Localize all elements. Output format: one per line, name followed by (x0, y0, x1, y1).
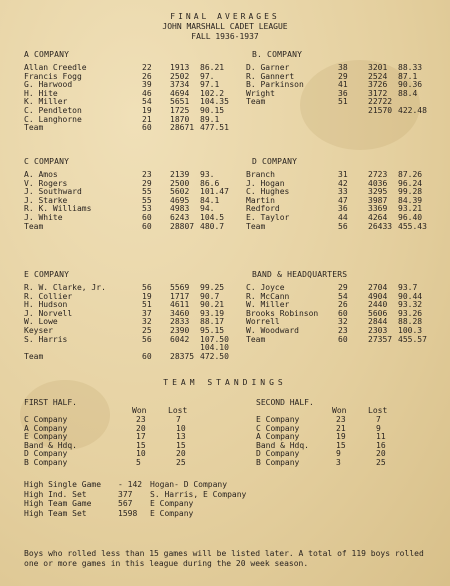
average: 90.7 (200, 291, 220, 301)
table-row (24, 222, 229, 231)
bowler-name: Wright (246, 88, 275, 98)
average: 96.40 (398, 213, 423, 222)
a-company-heading: A COMPANY (24, 50, 70, 59)
games: 44 (338, 213, 348, 222)
bowler-name: J. Hogan (246, 178, 285, 188)
document-title: FINAL AVERAGES (170, 12, 280, 21)
games: 39 (142, 80, 152, 90)
pins: 6042 (170, 334, 190, 344)
bowler-name: Team (24, 351, 44, 361)
average: 90.15 (200, 106, 225, 115)
pins: 2502 (170, 71, 190, 81)
bowler-name: R. McCann (246, 291, 290, 301)
average: 90.21 (200, 300, 225, 310)
pins: 2440 (368, 300, 388, 310)
games: 54 (338, 291, 348, 301)
bowler-name: E. Taylor (246, 213, 290, 222)
average: 480.7 (200, 221, 225, 231)
standings-lost: 7 (176, 415, 181, 424)
bowler-name: K. Miller (24, 97, 68, 107)
bowler-name: C. Hughes (246, 187, 290, 197)
bowler-name: Martin (246, 195, 275, 205)
pins: 3201 (368, 63, 388, 72)
average: 96.24 (398, 178, 423, 188)
average: 99.25 (200, 283, 225, 292)
average: 89.1 (200, 114, 220, 124)
games: 46 (142, 88, 152, 98)
bowler-name: Team (24, 221, 44, 231)
bowler-name: J. Norvell (24, 308, 73, 318)
pins: 28671 (170, 123, 195, 133)
standings-lost: 20 (176, 449, 186, 459)
average: 97. (200, 71, 215, 81)
standings-lost: 15 (176, 440, 186, 450)
pins: 3295 (368, 187, 388, 197)
bowler-name: C. Pendleton (24, 106, 82, 115)
bowler-name: Team (24, 123, 44, 133)
pins: 3172 (368, 88, 388, 98)
average: 95.15 (200, 326, 225, 335)
games: 54 (142, 97, 152, 107)
standings-lost: 11 (376, 432, 386, 442)
average: 84.39 (398, 195, 423, 205)
average: 104.5 (200, 213, 225, 222)
pins: 4983 (170, 204, 190, 214)
standings-lost: 25 (376, 458, 386, 467)
pins: 2704 (368, 283, 388, 292)
standings-lost: 7 (376, 415, 381, 424)
average: 93.32 (398, 300, 423, 310)
average: 87.1 (398, 71, 418, 81)
games: 22 (142, 63, 152, 72)
standings-won: 23 (336, 415, 346, 424)
standings-team: B Company (256, 458, 300, 467)
bowler-name: Allan Creedle (24, 63, 87, 72)
average: 422.48 (398, 106, 427, 115)
standings-team: B Company (24, 458, 68, 467)
games: 55 (142, 187, 152, 197)
games: 56 (338, 221, 348, 231)
pins: 2723 (368, 170, 388, 179)
standings-team: C Company (24, 415, 68, 424)
games: 60 (338, 308, 348, 318)
bowler-name: Team (246, 334, 266, 344)
average: 86.6 (200, 178, 220, 188)
pins: 4694 (170, 88, 190, 98)
lost-header: Lost (168, 406, 188, 415)
standings-team: D Company (256, 449, 300, 459)
pins: 1913 (170, 63, 190, 72)
pins: 3369 (368, 204, 388, 214)
standings-team: D Company (24, 449, 68, 459)
pins: 3734 (170, 80, 190, 90)
average: 93.21 (398, 204, 423, 214)
table-row (24, 123, 229, 132)
standings-heading: TEAM STANDINGS (163, 378, 287, 387)
games: 53 (142, 204, 152, 214)
bowler-name: Branch (246, 170, 275, 179)
bowler-name: W. Woodward (246, 326, 299, 335)
bowler-name: J. Starke (24, 195, 68, 205)
average: 93.19 (200, 308, 225, 318)
pins: 4695 (170, 195, 190, 205)
games: 21 (142, 114, 152, 124)
record-value: - 142 (118, 480, 143, 489)
pins: 5606 (368, 308, 388, 318)
bowler-name: Team (246, 97, 266, 107)
games: 29 (338, 283, 348, 292)
pins: 2390 (170, 326, 190, 335)
average: 93. (200, 170, 215, 179)
season-label: FALL 1936-1937 (191, 32, 259, 41)
games: 56 (142, 334, 152, 344)
games: 47 (338, 195, 348, 205)
standings-won: 5 (136, 458, 141, 467)
games: 37 (142, 308, 152, 318)
average: 472.50 (200, 351, 229, 361)
bowler-name: Redford (246, 204, 280, 214)
average: 93.26 (398, 308, 423, 318)
average: 88.4 (398, 88, 418, 98)
average: 87.26 (398, 170, 423, 179)
standings-team: E Company (24, 432, 68, 442)
standings-team: A Company (256, 432, 300, 442)
games: 60 (142, 123, 152, 133)
bowler-name: A. Amos (24, 170, 58, 179)
lost-header: Lost (368, 406, 388, 415)
games: 23 (142, 170, 152, 179)
games: 23 (338, 326, 348, 335)
games: 19 (142, 106, 152, 115)
second-half-heading: SECOND HALF. (256, 398, 314, 407)
pins: 3726 (368, 80, 388, 90)
record-holder: E Company (150, 499, 194, 508)
standings-won: 15 (336, 440, 346, 450)
average: 90.44 (398, 291, 423, 301)
bowler-name: G. Harwood (24, 80, 73, 90)
won-header: Won (132, 406, 147, 415)
average: 90.36 (398, 80, 423, 90)
average: 104.10 (200, 343, 229, 353)
record-label: High Team Game (24, 499, 92, 508)
average: 97.1 (200, 80, 220, 90)
bowler-name: S. Harris (24, 334, 68, 344)
pins: 21570 (368, 106, 393, 115)
record-label: High Team Set (24, 508, 87, 518)
average: 104.35 (200, 97, 229, 107)
standings-team: E Company (256, 415, 300, 424)
standings-team: Band & Hdq. (256, 440, 309, 450)
games: 31 (338, 170, 348, 179)
record-value: 567 (118, 499, 133, 508)
bowler-name: H. Hite (24, 88, 58, 98)
games: 60 (142, 213, 152, 222)
games: 51 (142, 300, 152, 310)
record-value: 1598 (118, 508, 138, 518)
bowler-name: Brooks Robinson (246, 308, 319, 318)
pins: 28807 (170, 221, 195, 231)
standings-lost: 25 (176, 458, 186, 467)
record-label: High Ind. Set (24, 489, 87, 499)
record-label: High Single Game (24, 480, 102, 489)
standings-won: 15 (136, 440, 146, 450)
pins: 4904 (368, 291, 388, 301)
games: 26 (338, 300, 348, 310)
games: 36 (338, 88, 348, 98)
pins: 28375 (170, 351, 195, 361)
standings-won: 23 (136, 415, 146, 424)
pins: 1725 (170, 106, 190, 115)
footnote: Boys who rolled less than 15 games will be listed later. A total of 119 boys rolled one or more games in this league during the 20 week season. (24, 549, 424, 568)
standings-lost: 20 (376, 449, 386, 459)
bowler-name: J. White (24, 213, 63, 222)
standings-won: 20 (136, 423, 146, 433)
average: 88.17 (200, 317, 225, 327)
record-holder: Hogan- D Company (150, 480, 228, 489)
bowler-name: H. Hudson (24, 300, 68, 310)
average: 477.51 (200, 123, 229, 133)
games: 60 (338, 334, 348, 344)
bowler-name: Worrell (246, 317, 280, 327)
record-value: 377 (118, 489, 133, 499)
standings-won: 10 (136, 449, 146, 459)
pins: 2500 (170, 178, 190, 188)
record-holder: E Company (150, 508, 194, 518)
pins: 27357 (368, 334, 393, 344)
games: 60 (142, 351, 152, 361)
bowler-name: V. Rogers (24, 178, 68, 188)
bowler-name: R. W. Clarke, Jr. (24, 283, 106, 292)
pins: 3460 (170, 308, 190, 318)
table-row (246, 106, 450, 115)
average: 455.57 (398, 334, 427, 344)
standings-team: A Company (24, 423, 68, 433)
pins: 4611 (170, 300, 190, 310)
standings-lost: 13 (176, 432, 186, 442)
average: 84.1 (200, 195, 220, 205)
average: 93.7 (398, 283, 418, 292)
average: 100.3 (398, 326, 423, 335)
bowler-name: B. Parkinson (246, 80, 304, 90)
games: 33 (338, 187, 348, 197)
average: 102.2 (200, 88, 225, 98)
average: 88.33 (398, 63, 423, 72)
games: 32 (142, 317, 152, 327)
pins: 26433 (368, 221, 393, 231)
games: 55 (142, 195, 152, 205)
average: 94. (200, 204, 215, 214)
pins: 5569 (170, 283, 190, 292)
table-row (24, 352, 229, 361)
games: 60 (142, 221, 152, 231)
bowler-name: D. Garner (246, 63, 290, 72)
standings-won: 3 (336, 458, 341, 467)
games: 19 (142, 291, 152, 301)
bowler-name: Keyser (24, 326, 53, 335)
games: 29 (142, 178, 152, 188)
games: 26 (142, 71, 152, 81)
won-header: Won (332, 406, 347, 415)
standings-won: 21 (336, 423, 346, 433)
standings-team: C Company (256, 423, 300, 433)
pins: 4036 (368, 178, 388, 188)
bowler-name: Francis Fogg (24, 71, 82, 81)
games: 41 (338, 80, 348, 90)
games: 51 (338, 97, 348, 107)
table-row (246, 335, 450, 344)
pins: 2524 (368, 71, 388, 81)
b-company-heading: B. COMPANY (252, 50, 303, 59)
pins: 4264 (368, 213, 388, 222)
average: 86.21 (200, 63, 225, 72)
games: 32 (338, 317, 348, 327)
pins: 1870 (170, 114, 190, 124)
bowler-name: C. Langhorne (24, 114, 82, 124)
record-holder: S. Harris, E Company (150, 489, 247, 499)
standings-won: 9 (336, 449, 341, 459)
standings-won: 17 (136, 432, 146, 442)
pins: 1717 (170, 291, 190, 301)
bowler-name: C. Joyce (246, 283, 285, 292)
standings-lost: 10 (176, 423, 186, 433)
pins: 3987 (368, 195, 388, 205)
average: 88.28 (398, 317, 423, 327)
games: 36 (338, 204, 348, 214)
games: 56 (142, 283, 152, 292)
average: 107.50 (200, 334, 229, 344)
first-half-heading: FIRST HALF. (24, 398, 77, 407)
pins: 6243 (170, 213, 190, 222)
pins: 2833 (170, 317, 190, 327)
table-row (246, 222, 450, 231)
bowler-name: W. Lowe (24, 317, 58, 327)
league-name: JOHN MARSHALL CADET LEAGUE (162, 22, 288, 31)
bowler-name: Team (246, 221, 266, 231)
games: 25 (142, 326, 152, 335)
d-company-heading: D COMPANY (252, 157, 298, 166)
games: 38 (338, 63, 348, 72)
pins: 5651 (170, 97, 190, 107)
bowler-name: W. Miller (246, 300, 290, 310)
pins: 22722 (368, 97, 393, 107)
pins: 2844 (368, 317, 388, 327)
band-heading: BAND & HEADQUARTERS (252, 270, 348, 279)
e-company-heading: E COMPANY (24, 270, 70, 279)
pins: 2139 (170, 170, 190, 179)
games: 42 (338, 178, 348, 188)
standings-won: 19 (336, 432, 346, 442)
games: 29 (338, 71, 348, 81)
average: 455.43 (398, 221, 427, 231)
pins: 5602 (170, 187, 190, 197)
standings-lost: 9 (376, 423, 381, 433)
bowler-name: R. K. Williams (24, 204, 92, 214)
bowler-name: J. Southward (24, 187, 82, 197)
average: 101.47 (200, 187, 229, 197)
standings-team: Band & Hdq. (24, 440, 77, 450)
bowler-name: R. Collier (24, 291, 73, 301)
pins: 2303 (368, 326, 388, 335)
average: 99.28 (398, 187, 423, 197)
bowler-name: R. Gannert (246, 71, 295, 81)
standings-lost: 16 (376, 440, 386, 450)
c-company-heading: C COMPANY (24, 157, 70, 166)
